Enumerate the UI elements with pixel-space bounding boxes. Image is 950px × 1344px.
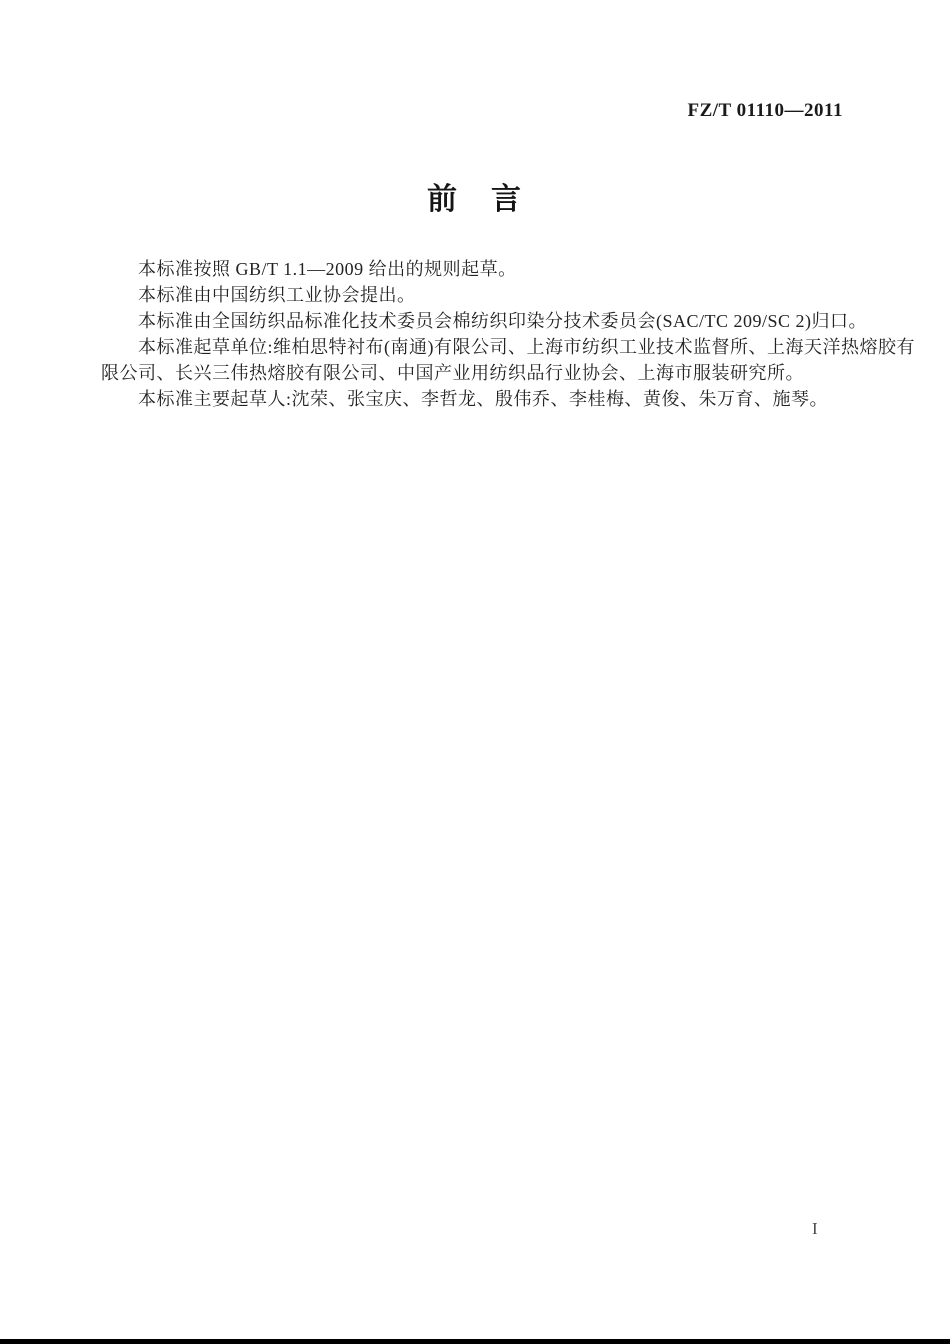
foreword-line-4: 本标准起草单位:维柏思特衬布(南通)有限公司、上海市纺织工业技术监督所、上海天洋热熔胶有 bbox=[138, 337, 915, 357]
page-number: I bbox=[812, 1219, 818, 1238]
foreword-line-3: 本标准由全国纺织品标准化技术委员会棉纺织印染分技术委员会(SAC/TC 209/SC 2)归口。 bbox=[138, 311, 868, 331]
foreword-line-6: 本标准主要起草人:沈荣、张宝庆、李哲龙、殷伟乔、李桂梅、黄俊、朱万育、施琴。 bbox=[138, 389, 828, 409]
foreword-title: 前 言 bbox=[427, 183, 523, 216]
scan-bottom-edge bbox=[0, 1339, 950, 1344]
foreword-body bbox=[101, 256, 915, 412]
standard-code: FZ/T 01110—2011 bbox=[687, 100, 843, 121]
foreword-line-5: 限公司、长兴三伟热熔胶有限公司、中国产业用纺织品行业协会、上海市服装研究所。 bbox=[101, 363, 804, 383]
foreword-line-1: 本标准按照 GB/T 1.1—2009 给出的规则起草。 bbox=[138, 259, 517, 279]
foreword-line-2: 本标准由中国纺织工业协会提出。 bbox=[138, 285, 416, 305]
